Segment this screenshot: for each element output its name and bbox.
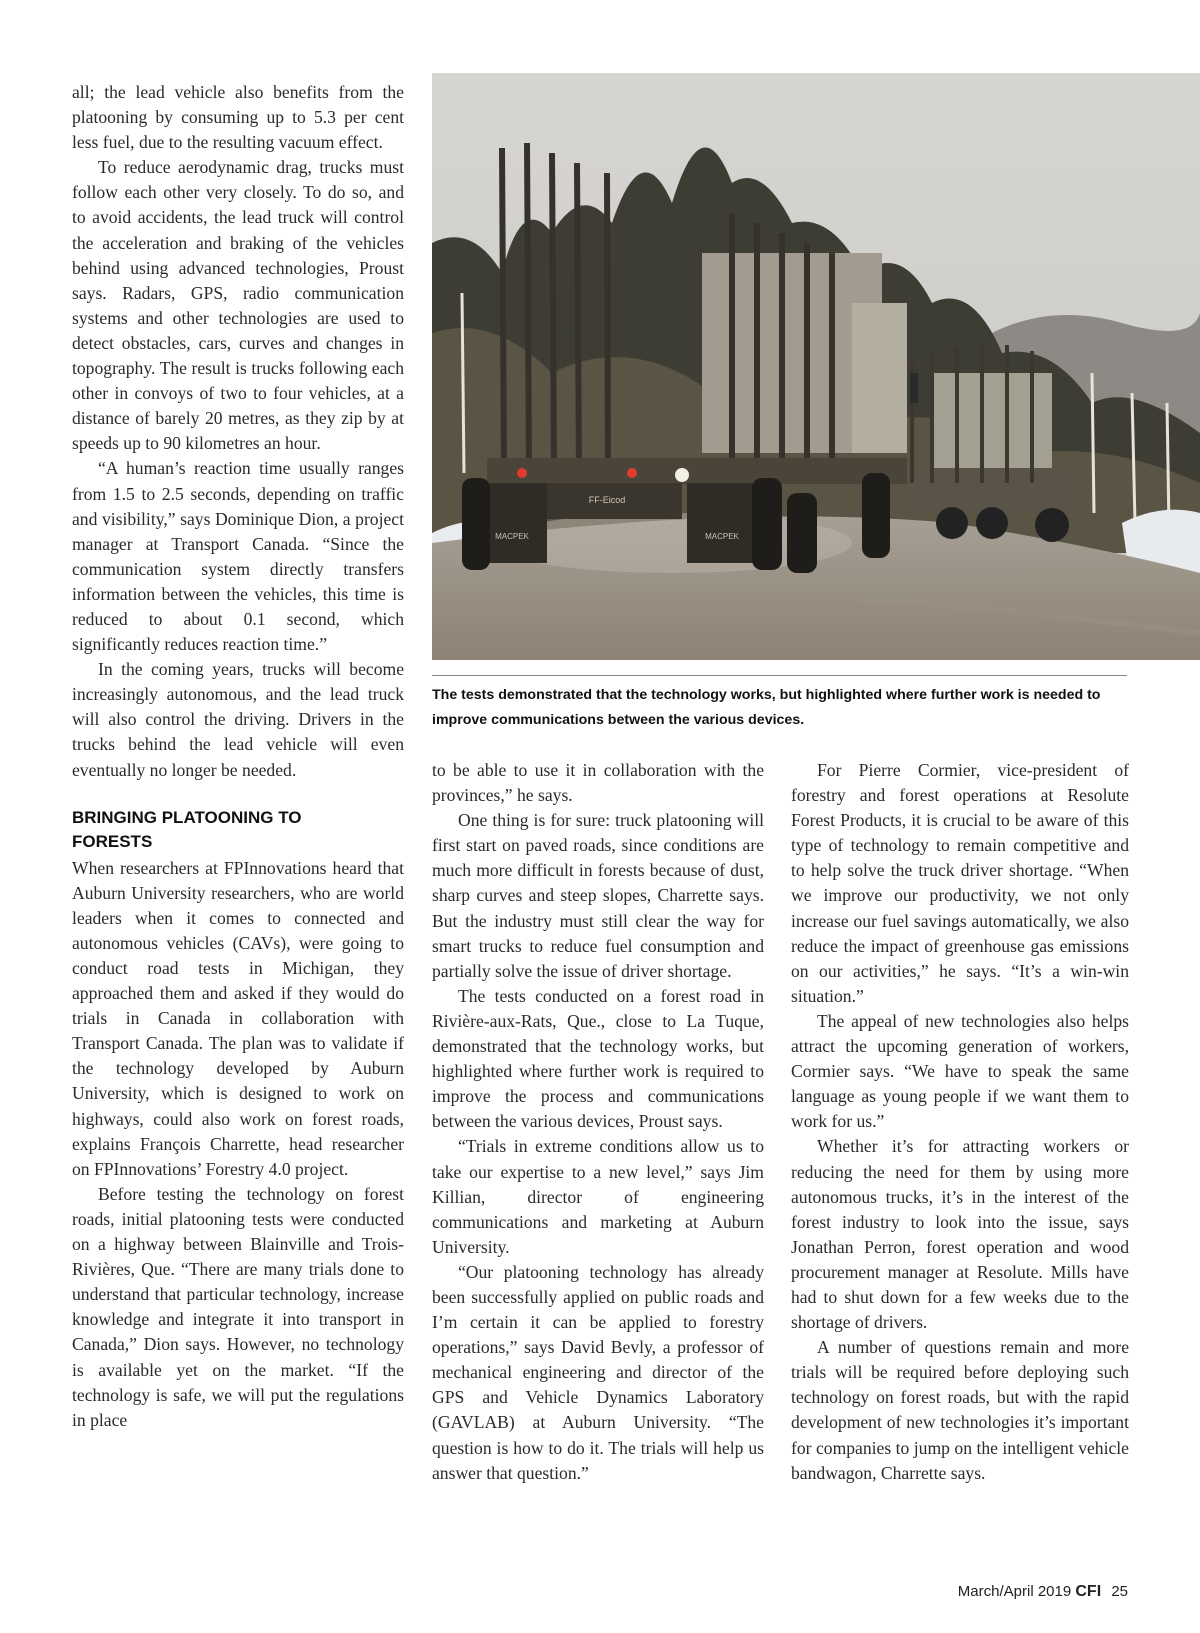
article-column-2 (432, 758, 764, 1486)
paragraph: To reduce aerodynamic drag, trucks must follow each other very closely. To do so, and to avoid accidents, the lead truck will control the acceleration and braking of the vehicles behind using advanced technologies, Proust says. Radars, GPS, radio communication systems and other technologies are used to detect obstacles, cars, curves and changes in topography. The result is trucks following each other in convoys of two to four vehicles, at a distance of barely 20 metres, as they zip by at speeds up to 90 kilometres an hour. (72, 157, 404, 454)
paragraph: Before testing the technology on forest roads, initial platooning tests were conducted on a highway between Blainville and Trois-Rivières, Que. “There are many trials done to understand that particular technology, increase knowledge and integrate it into transport in Canada,” Dion says. However, no technology is available yet on the market. “If the technology is safe, we will put the regulations in place (72, 1183, 404, 1430)
caption-rule (432, 675, 1127, 676)
issue-date: March/April 2019 (957, 1583, 1072, 1600)
mudflap-label: MACPEK (705, 532, 739, 541)
article-column-1 (72, 80, 404, 1433)
paragraph: The tests conducted on a forest road in Rivière-aux-Rats, Que., close to La Tuque, demonstrated that the technology works, but highlighted where further work is required to improve the process and communications between the various devices, Proust says. (432, 985, 764, 1132)
paragraph: Whether it’s for attracting workers or reducing the need for them by using more autonomous trucks, it’s in the interest of the forest industry to look into the issue, says Jonathan Perron, forest operation and wood procurement manager at Resolute. Mills have had to shut down for a few weeks due to the shortage of drivers. (791, 1136, 1129, 1333)
magazine-name: CFI (1075, 1583, 1102, 1600)
paragraph: “Trials in extreme conditions allow us to take our expertise to a new level,” says Jim Killian, director of engineering communications and marketing at Auburn University. (432, 1136, 764, 1257)
paragraph: all; the lead vehicle also benefits from the platooning by consuming up to 5.3 per cent less fuel, due to the resulting vacuum effect. (72, 82, 404, 153)
paragraph: “A human’s reaction time usually ranges from 1.5 to 2.5 seconds, depending on traffic and visibility,” says Dominique Dion, a project manager at Transport Canada. “Since the communication system directly transfers information between the vehicles, this time is reduced to about 0.1 second, which significantly reduces reaction time.” (72, 458, 404, 655)
truck-platoon-photo (432, 73, 1200, 660)
mudflap-label: MACPEK (495, 532, 529, 541)
paragraph: For Pierre Cormier, vice-president of forestry and forest operations at Resolute Forest Products, it is crucial to be aware of this type of technology to remain competitive and to help solve the truck driver shortage. “When we improve our productivity, we not only increase our fuel savings automatically, we also reduce the impact of greenhouse gas emissions on our activities,” he says. “It’s a win-win situation.” (791, 760, 1129, 1006)
page-folio (958, 1583, 1128, 1601)
paragraph: to be able to use it in collaboration with the provinces,” he says. (432, 760, 764, 806)
paragraph: In the coming years, trucks will become increasingly autonomous, and the lead truck will also control the driving. Drivers in the trucks behind the lead vehicle will even eventually no longer be needed. (72, 659, 404, 780)
paragraph: The appeal of new technologies also helps attract the upcoming generation of workers, Cormier says. “We have to speak the same language as young people if we want them to work for us.” (791, 1010, 1129, 1132)
page-number: 25 (1111, 1583, 1128, 1600)
section-subhead: BRINGING PLATOONING TO FORESTS (72, 807, 302, 851)
paragraph: A number of questions remain and more trials will be required before deploying such technology on forest roads, but with the rapid development of new technologies it’s important for companies to jump on the intelligent vehicle bandwagon, Charrette says. (791, 1337, 1129, 1483)
article-column-3 (791, 758, 1129, 1486)
truck-platoon-illustration (432, 73, 1200, 660)
paragraph: “Our platooning technology has already been successfully applied on public roads and I’m certain it can be applied to forestry operations,” says David Bevly, a professor of mechanical engineering and director of the GPS and Vehicle Dynamics Laboratory (GAVLAB) at Auburn University. “The question is how to do it. The trials will help us answer that question.” (432, 1261, 764, 1483)
license-plate: FF-Eicod (588, 495, 626, 505)
photo-caption: The tests demonstrated that the technology works, but highlighted where further work is needed to improve communications between the various devices. (432, 687, 1101, 728)
paragraph: When researchers at FPInnovations heard that Auburn University researchers, who are world leaders when it comes to connected and autonomous vehicles (CAVs), were going to conduct road tests in Michigan, they approached them and asked if they would do trials in Canada in collaboration with Transport Canada. The plan was to validate if the technology developed by Auburn University, which is designed to work on highways, could also work on forest roads, explains François Charrette, head researcher on FPInnovations’ Forestry 4.0 project. (72, 857, 404, 1179)
paragraph: One thing is for sure: truck platooning will first start on paved roads, since conditions are much more difficult in forests because of dust, sharp curves and steep slopes, Charrette says. But the industry must still clear the way for smart trucks to reduce fuel consumption and partially solve the issue of driver shortage. (432, 810, 764, 981)
